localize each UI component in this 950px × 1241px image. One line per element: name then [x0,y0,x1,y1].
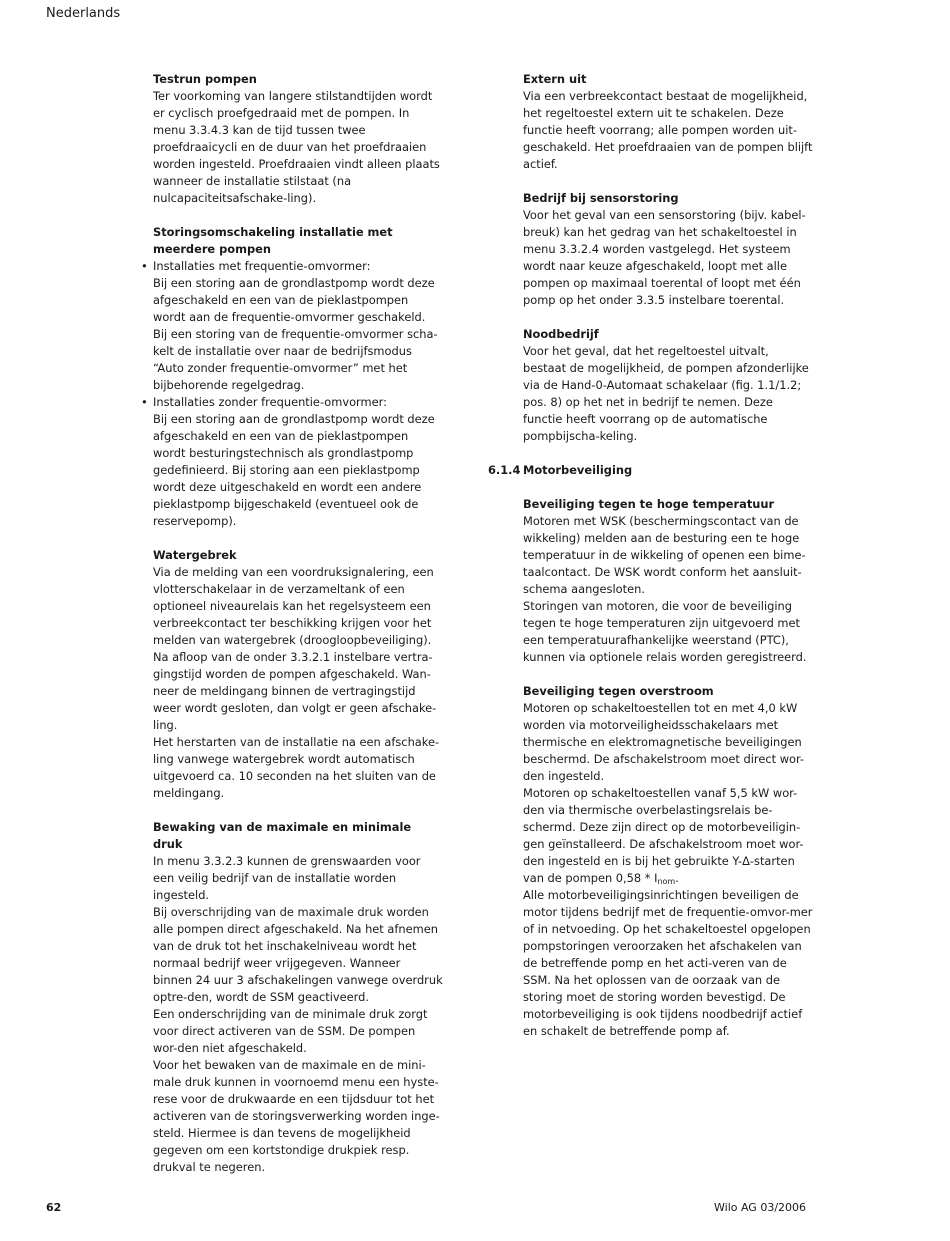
testrun-paragraph: Ter voorkoming van langere stilstandtijden wordt er cyclisch proefgedraaid met de pompen. In menu 3.3.4.3 kan de tijd tussen twee proefdraaicycli en de duur van het proefdraaien worden ingesteld. Proefdraaien vindt alleen plaats wanneer de installatie stilstaat (na nulcapaciteitsafschake-ling). [153,89,440,205]
druk-heading: Bewaking van de maximale en minimale druk [153,820,412,851]
overstroom-heading: Beveiliging tegen overstroom [523,684,714,698]
bullet-item [141,394,443,530]
watergebrek-heading: Watergebrek [153,548,237,562]
section-title: Motorbeveiliging [523,463,633,477]
sensorstoring-paragraph: Voor het geval van een sensorstoring (bijv. kabel-breuk) kan het gedrag van het schakeltoestel in menu 3.3.2.4 worden vastgelegd. Het systeem wordt naar keuze afgeschakeld, loopt met alle pompen op maximaal toerental of loopt met één pomp op het onder 3.3.5 instelbare toerental. [523,208,806,307]
watergebrek-paragraph: Het herstarten van de installatie na een afschake-ling vanwege watergebrek wordt automatisch uitgevoerd ca. 10 seconden na het sluiten van de meldingang. [153,735,440,800]
bullet-icon: • [141,259,148,273]
section-number: 6.1.4 [488,463,521,477]
druk-paragraph: Een onderschrijding van de minimale druk zorgt voor direct activeren van de SSM. De pompen wor-den niet afgeschakeld. [153,1007,428,1055]
druk-paragraph: Voor het bewaken van de maximale en de mini-male druk kunnen in voornoemd menu een hyste-rese voor de drukwaarde en een tijdsduur tot het activeren van de storingsverwerking worden inge-steld. Hiermee is dan tevens de mogelijkheid gegeven om een kortstondige drukpiek resp. drukval te negeren. [153,1058,440,1174]
extern-uit-heading: Extern uit [523,72,587,86]
druk-paragraph: Bij overschrijding van de maximale druk worden alle pompen direct afgeschakeld. Na het afnemen van de druk tot het inschakelniveau wordt het normaal bedrijf weer vrijgegeven. Wanneer binnen 24 uur 3 afschakelingen vanwege overdruk optre-den, wordt de SSM geactiveerd. [153,905,443,1004]
bullet-paragraph: Bij een storing aan de grondlastpomp wordt deze afgeschakeld en een van de pieklastpompen wordt aan de frequentie-omvormer geschakeld. [153,276,435,324]
overstroom-paragraph: Motoren op schakeltoestellen tot en met 4,0 kW worden via motorveiligheidsschakelaars met thermische en elektromagnetische beveiligingen beschermd. De afschakelstroom moet direct wor-den ingesteld. [523,701,805,783]
bullet-paragraph: Bij een storing van de frequentie-omvormer scha-kelt de installatie over naar de bedrijfsmodus “Auto zonder frequentie-omvormer” met het bijbehorende regelgedrag. [153,327,438,392]
publisher-label: Wilo AG 03/2006 [714,1201,807,1214]
overstroom-text: Motoren op schakeltoestellen vanaf 5,5 kW wor-den via thermische overbelastingsrelais be-schermd. Deze zijn direct op de motorbeveiligin-gen geïnstalleerd. De afschakelstroom moet wor-den ingesteld en is bij het gebruikte Y-Δ-starten van de pompen 0,58 * I [523,786,804,885]
left-column [141,71,443,1176]
temperatuur-paragraph: Storingen van motoren, die voor de beveiliging tegen te hoge temperaturen zijn uitgevoerd met een temperatuurafhankelijke weerstand (PTC), kunnen via optionele relais worden geregistreerd. [523,599,807,664]
temperatuur-heading: Beveiliging tegen te hoge temperatuur [523,497,775,511]
extern-uit-paragraph: Via een verbreekcontact bestaat de mogelijkheid, het regeltoestel extern uit te schakelen. Deze functie heeft voorrang; alle pompen worden uit-geschakeld. Het proefdraaien van de pompen blijft actief. [523,89,813,171]
overstroom-paragraph [523,785,813,887]
section-heading [488,462,813,479]
testrun-heading: Testrun pompen [153,72,257,86]
temperatuur-paragraph: Motoren met WSK (beschermingscontact van de wikkeling) melden aan de besturing een te hoge temperatuur in de wikkeling of openen een bime-taalcontact. De WSK wordt conform het aansluit-schema aangesloten. [523,514,806,596]
bullet-icon: • [141,395,148,409]
page-number: 62 [46,1201,62,1214]
watergebrek-paragraph: Via de melding van een voordruksignalering, een vlotterschakelaar in de verzameltank of een optioneel niveaurelais kan het regelsysteem een verbreekcontact ter beschikking krijgen voor het melden van watergebrek (droogloopbeveiliging). Na afloop van de onder 3.3.2.1 instelbare vertra-gingstijd worden de pompen afgeschakeld. Wan-neer de meldingang binnen de vertragingstijd weer wordt gesloten, dan volgt er geen afschake-ling. [153,565,437,732]
bullet-item [141,258,443,394]
noodbedrijf-heading: Noodbedrijf [523,327,599,341]
language-label: Nederlands [46,6,121,21]
noodbedrijf-paragraph: Voor het geval, dat het regeltoestel uitvalt, bestaat de mogelijkheid, de pompen afzonderlijke via de Hand-0-Automaat schakelaar (fig. 1.1/1.2; pos. 8) op het net in bedrijf te nemen. Deze functie heeft voorrang op de automatische pompbijscha-keling. [523,344,809,443]
right-column [488,71,813,1040]
bullet-heading: Installaties zonder frequentie-omvormer: [153,395,387,409]
overstroom-period: . [675,871,679,885]
bullet-heading: Installaties met frequentie-omvormer: [153,259,371,273]
overstroom-paragraph: Alle motorbeveiligingsinrichtingen beveiligen de motor tijdens bedrijf met de frequentie-omvor-mer of in netvoeding. Op het schakeltoestel opgelopen pompstoringen veroorzaken het afschakelen van de betreffende pomp en het acti-veren van de SSM. Na het oplossen van de oorzaak van de storing moet de storing worden bevestigd. De motorbeveiliging is ook tijdens noodbedrijf actief en schakelt de betreffende pomp af. [523,888,813,1038]
druk-paragraph: In menu 3.3.2.3 kunnen de grenswaarden voor een veilig bedrijf van de installatie worden ingesteld. [153,854,421,902]
nom-subscript: nom [657,877,676,886]
storing-heading: Storingsomschakeling installatie met meerdere pompen [153,225,393,256]
sensorstoring-heading: Bedrijf bij sensorstoring [523,191,679,205]
bullet-paragraph: Bij een storing aan de grondlastpomp wordt deze afgeschakeld en een van de pieklastpompen wordt besturingstechnisch als grondlastpomp gedefinieerd. Bij storing aan een pieklastpomp wordt deze uitgeschakeld en wordt een andere pieklastpomp bijgeschakeld (eventueel ook de reservepomp). [153,412,435,528]
